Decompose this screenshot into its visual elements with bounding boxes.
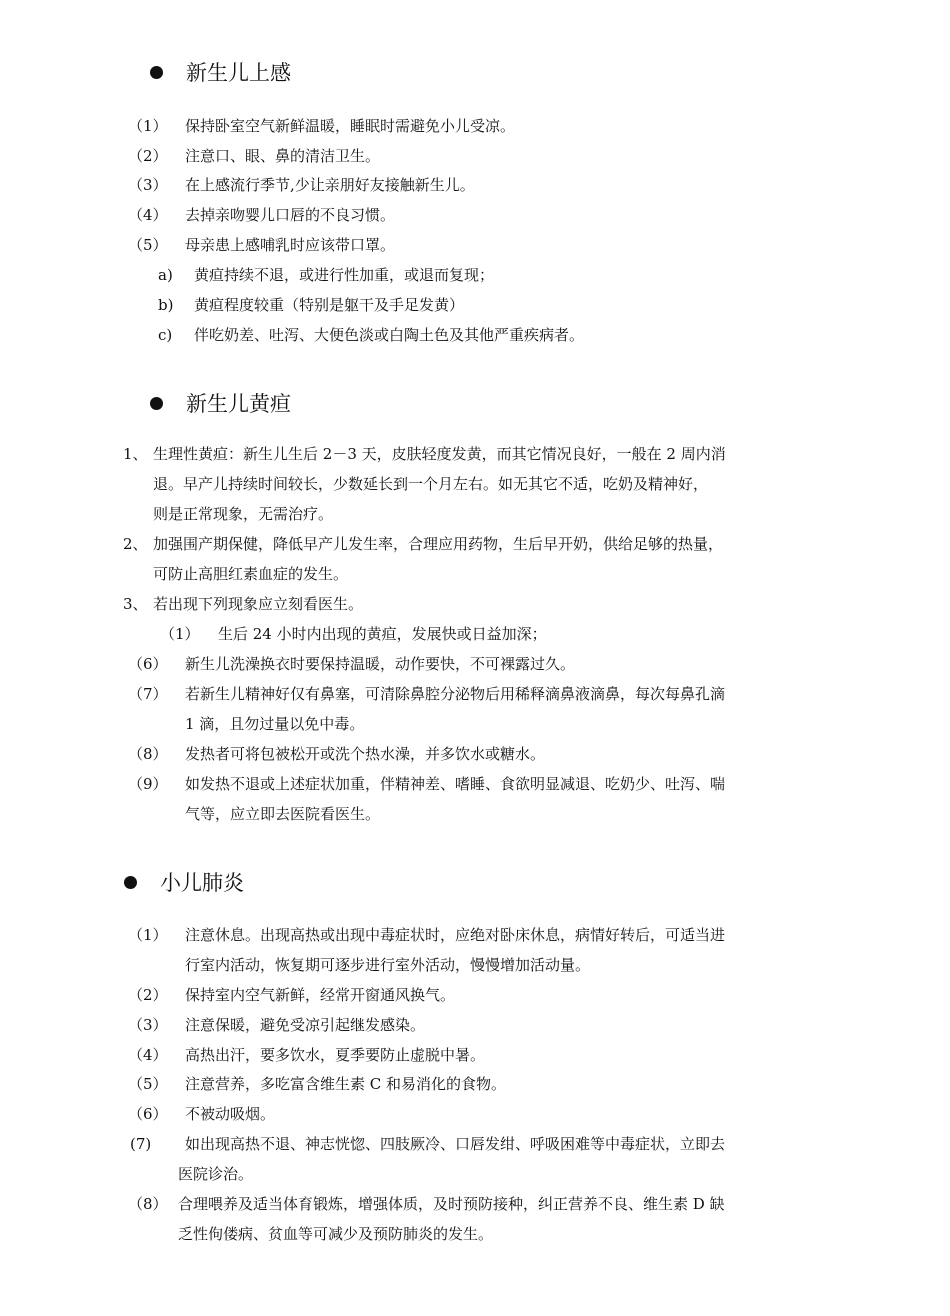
item-text-continued: 退。早产儿持续时间较长，少数延长到一个月左右。如无其它不适，吃奶及精神好，	[153, 475, 709, 493]
item-number: 1、	[123, 445, 148, 463]
section-title: 小儿肺炎	[160, 871, 244, 895]
item-text-continued: 乏性佝偻病、贫血等可减少及预防肺炎的发生。	[178, 1225, 494, 1243]
bullet-icon	[150, 397, 163, 410]
item-text: 生后 24 小时内出现的黄疸，发展快或日益加深；	[218, 625, 547, 643]
item-text: 母亲患上感哺乳时应该带口罩。	[185, 236, 396, 254]
item-text: 伴吃奶差、吐泻、大便色淡或白陶土色及其他严重疾病者。	[194, 326, 585, 344]
item-letter: a)	[158, 266, 173, 284]
item-text: 发热者可将包被松开或洗个热水澡，并多饮水或糖水。	[185, 745, 546, 763]
item-text: 若出现下列现象应立刻看医生。	[153, 595, 364, 613]
item-number: (7)	[130, 1135, 152, 1153]
item-text: 加强围产期保健，降低早产儿发生率，合理应用药物，生后早开奶，供给足够的热量，	[153, 535, 724, 553]
item-number: （4）	[128, 206, 168, 224]
item-text: 如发热不退或上述症状加重，伴精神差、嗜睡、食欲明显减退、吃奶少、吐泻、喘	[185, 775, 726, 793]
item-text: 注意保暖，避免受凉引起继发感染。	[185, 1016, 426, 1034]
item-text: 高热出汗，要多饮水，夏季要防止虚脱中暑。	[185, 1046, 486, 1064]
item-number: （2）	[128, 147, 168, 165]
item-text-continued: 可防止高胆红素血症的发生。	[153, 565, 349, 583]
item-text: 不被动吸烟。	[185, 1105, 276, 1123]
item-text-continued: 行室内活动，恢复期可逐步进行室外活动，慢慢增加活动量。	[185, 956, 591, 974]
section-title: 新生儿上感	[186, 61, 291, 85]
item-text: 去掉亲吻婴儿口唇的不良习惯。	[185, 206, 396, 224]
item-number: （1）	[128, 926, 168, 944]
item-text-continued: 医院诊治。	[178, 1165, 254, 1183]
item-number: （4）	[128, 1046, 168, 1064]
item-text: 黄疸程度较重（特别是躯干及手足发黄）	[194, 296, 465, 314]
item-text: 注意休息。出现高热或出现中毒症状时，应绝对卧床休息，病情好转后，可适当进	[185, 926, 726, 944]
item-text: 合理喂养及适当体育锻炼，增强体质，及时预防接种，纠正营养不良、维生素 D 缺	[178, 1195, 725, 1213]
item-text: 如出现高热不退、神志恍惚、四肢厥冷、口唇发绀、呼吸困难等中毒症状，立即去	[185, 1135, 726, 1153]
item-text: 在上感流行季节,少让亲朋好友接触新生儿。	[185, 176, 475, 194]
item-text: 若新生儿精神好仅有鼻塞，可清除鼻腔分泌物后用稀释滴鼻液滴鼻，每次每鼻孔滴	[185, 685, 726, 703]
bullet-icon	[124, 876, 137, 889]
item-number: （8）	[128, 745, 168, 763]
item-text: 保持卧室空气新鲜温暖，睡眠时需避免小儿受凉。	[185, 117, 516, 135]
item-text-continued: 则是正常现象，无需治疗。	[153, 505, 334, 523]
item-number: （9）	[128, 775, 168, 793]
item-number: （6）	[128, 655, 168, 673]
item-number: 3、	[123, 595, 148, 613]
item-number: （1）	[160, 625, 200, 643]
item-number: （2）	[128, 986, 168, 1004]
item-number: 2、	[123, 535, 148, 553]
section-title: 新生儿黄疸	[186, 392, 291, 416]
item-number: （5）	[128, 236, 168, 254]
item-text: 生理性黄疸：新生儿生后 2－3 天，皮肤轻度发黄，而其它情况良好，一般在 2 周内消	[153, 445, 726, 463]
bullet-icon	[150, 66, 163, 79]
item-number: （3）	[128, 1016, 168, 1034]
item-number: （8）	[128, 1195, 168, 1213]
item-number: （6）	[128, 1105, 168, 1123]
item-text-continued: 气等，应立即去医院看医生。	[185, 805, 381, 823]
item-letter: b)	[158, 296, 174, 314]
item-number: （1）	[128, 117, 168, 135]
item-text: 注意营养，多吃富含维生素 C 和易消化的食物。	[185, 1075, 507, 1093]
item-number: （5）	[128, 1075, 168, 1093]
item-text: 黄疸持续不退，或进行性加重，或退而复现；	[194, 266, 495, 284]
item-number: （3）	[128, 176, 168, 194]
item-letter: c)	[158, 326, 173, 344]
item-text: 保持室内空气新鲜，经常开窗通风换气。	[185, 986, 456, 1004]
item-text: 新生儿洗澡换衣时要保持温暖，动作要快，不可裸露过久。	[185, 655, 576, 673]
item-number: （7）	[128, 685, 168, 703]
item-text-continued: 1 滴，且勿过量以免中毒。	[185, 715, 365, 733]
item-text: 注意口、眼、鼻的清洁卫生。	[185, 147, 381, 165]
